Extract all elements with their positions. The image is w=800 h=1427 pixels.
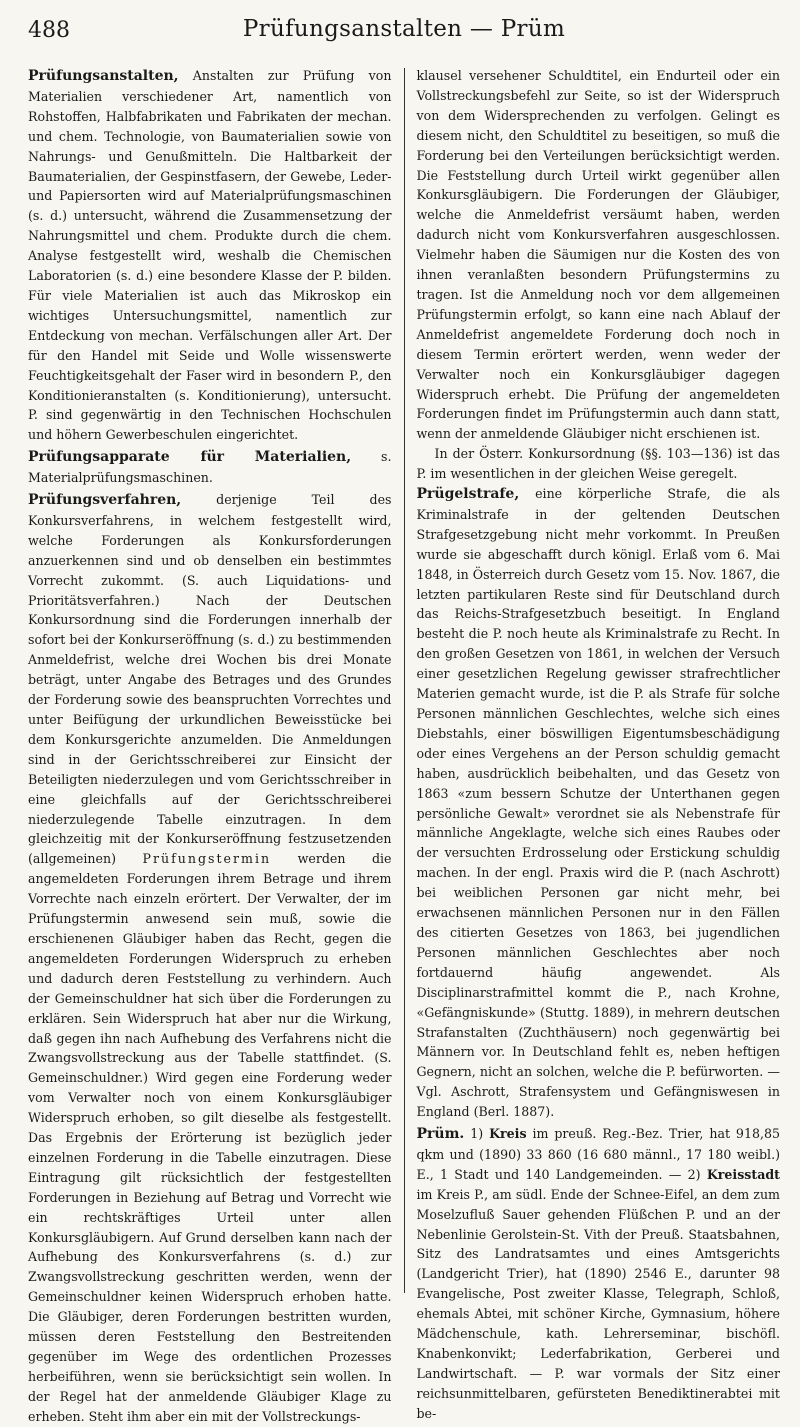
entry-paragraph-austria: In der Österr. Konkursordnung (§§. 103—136) ist das P. im wesentlichen in der gleichen Weise geregelt.	[417, 444, 781, 484]
keyword: Kreis	[489, 1126, 526, 1141]
text-columns	[28, 66, 780, 1295]
entry-pruegelstrafe	[417, 484, 781, 1122]
lemma: Prüm.	[417, 1126, 465, 1142]
entry-text: eine körperliche Strafe, die als Kriminalstrafe in der geltenden Deutschen Strafgesetzgebung nicht mehr vorkommt. In Preußen wurde sie abgeschafft durch königl. Erlaß vom 6. Mai 1848, in Österreich durch Gesetz vom 15. Nov. 1867, die letzten partikularen Reste sind für Deutschland durch das Reichs-Strafgesetzbuch beseitigt. In England besteht die P. noch heute als Kriminalstrafe zu Recht. In den großen Gesetzen von 1861, in welchen der Versuch einer gesetzlichen Regelung gewisser strafrechtlicher Materien gemacht wurde, ist die P. als Strafe für solche Personen männlichen Geschlechtes, welche sich eines Diebstahls, einer böswilligen Eigentumsbeschädigung oder eines Vergehens an der Person schuldig gemacht haben, ausdrücklich beibehalten, und das Gesetz von 1863 «zum bessern Schutze der Unterthanen gegen persönliche Gewalt» verordnet sie als Nebenstrafe für männliche Angeklagte, welche sich eines Raubes oder der versuchten Erdrosselung oder Erstickung schuldig machen. In der engl. Praxis wird die P. (nach Aschrott) bei weiblichen Personen gar nicht mehr, bei erwachsenen männlichen Personen nur in den Fällen des citierten Gesetzes von 1863, bei jugendlichen Personen männlichen Geschlechtes aber noch fortdauernd häufig angewendet. Als Disciplinarstrafmittel kommt die P., nach Krohne, «Gefängniskunde» (Stuttg. 1889), in mehrern deutschen Strafanstalten (Zuchthäusern) noch gegenwärtig bei Männern vor. In Deutschland fehlt es, neben heftigen Gegnern, nicht an solchen, welche die P. befürworten. — Vgl. Aschrott, Strafensystem und Gefängniswesen in England (Berl. 1887).	[417, 486, 781, 1119]
lemma: Prüfungsanstalten,	[28, 68, 179, 84]
lemma: Prügelstrafe,	[417, 486, 520, 502]
entry-pruefungsanstalten	[28, 66, 392, 445]
running-title: Prüfungsanstalten — Prüm	[28, 16, 780, 42]
entry-pruefungsverfahren	[28, 490, 392, 1427]
entry-text: s. Materialprüfungsmaschinen.	[28, 449, 391, 485]
entry-text: werden die angemeldeten Forderungen ihrem Betrage und ihrem Vorrechte nach einzeln erörtert. Der Verwalter, der im Prüfungstermin anwesend sein muß, sowie die erschienenen Gläubiger haben das Recht, gegen die angemeldeten Forderungen Widerspruch zu erheben und dadurch deren Feststellung zu verhindern. Auch der Gemeinschuldner hat sich über die Forderungen zu erklären. Sein Widerspruch hat aber nur die Wirkung, daß gegen ihn nach Aufhebung des Verfahrens nicht die Zwangsvollstreckung aus der Tabelle stattfindet. (S. Gemeinschuldner.) Wird gegen eine Forderung weder vom Verwalter noch von einem Konkursgläubiger Widerspruch erhoben, so gilt dieselbe als festgestellt. Das Ergebnis der Erörterung ist bezüglich jeder einzelnen Forderung in die Tabelle einzutragen. Diese Eintragung gilt rücksichtlich der festgestellten Forderungen in Beziehung auf Betrag und Vorrecht wie ein rechtskräftiges Urteil unter allen Konkursgläubigern. Auf Grund derselben kann nach der Aufhebung des Konkursverfahrens (s. d.) zur Zwangsvollstreckung geschritten werden, wenn der Gemeinschuldner keinen Widerspruch erhoben hatte. Die Gläubiger, deren Forderungen bestritten wurden, müssen deren Feststellung den Bestreitenden gegenüber im Wege des ordentlichen Prozesses herbeiführen, wenn sie berücksichtigt sein wollen. In der Regel hat der anmeldende Gläubiger Klage zu erheben. Steht ihm aber ein mit der Vollstreckungs-	[28, 851, 392, 1423]
page-number: 488	[28, 18, 70, 43]
right-column	[405, 66, 781, 1295]
page-header	[28, 0, 780, 62]
lemma: Prüfungsverfahren,	[28, 492, 181, 508]
lemma: Prüfungsapparate für Materialien,	[28, 449, 351, 465]
left-column	[28, 66, 404, 1295]
entry-text: 1)	[464, 1126, 489, 1141]
entry-text: derjenige Teil des Konkursverfahrens, in welchem festgestellt wird, welche Forderungen als Konkursforderungen anzuerkennen sind und ob denselben ein bestimmtes Vorrecht zukommt. (S. auch Liquidations- und Prioritätsverfahren.) Nach der Deutschen Konkursordnung sind die Forderungen innerhalb der sofort bei der Konkurseröffnung (s. d.) zu bestimmenden Anmeldefrist, welche drei Wochen bis drei Monate beträgt, unter Angabe des Betrages und des Grundes der Forderung sowie des beanspruchten Vorrechtes und unter Beifügung der urkundlichen Beweisstücke bei dem Konkursgerichte anzumelden. Die Anmeldungen sind in der Gerichtsschreiberei zur Einsicht der Beteiligten niederzulegen und vom Gerichtsschreiber in eine gleichfalls auf der Gerichtsschreiberei niederzulegende Tabelle einzutragen. In dem gleichzeitig mit der Konkurseröffnung festzusetzenden (allgemeinen)	[28, 492, 392, 866]
entry-pruefungsapparate	[28, 447, 392, 488]
entry-text: Anstalten zur Prüfung von Materialien verschiedener Art, namentlich von Rohstoffen, Halbfabrikaten und Fabrikaten der mechan. und chem. Technologie, von Baumaterialien sowie von Nahrungs- und Genußmitteln. Die Haltbarkeit der Baumaterialien, der Gespinstfasern, der Gewebe, Leder- und Papiersorten wird auf Materialprüfungsmaschinen (s. d.) untersucht, während die Zusammensetzung der Nahrungsmittel und chem. Produkte durch die chem. Analyse festgestellt wird, weshalb die Chemischen Laboratorien (s. d.) eine besondere Klasse der P. bilden. Für viele Materialien ist auch das Mikroskop ein wichtiges Untersuchungsmittel, namentlich zur Entdeckung von mechan. Verfälschungen aller Art. Der für den Handel mit Seide und Wolle wissenswerte Feuchtigkeitsgehalt der Faser wird in besondern P., den Konditionieranstalten (s. Konditionierung), untersucht. P. sind gegenwärtig in den Technischen Hochschulen und höhern Gewerbeschulen eingerichtet.	[28, 68, 392, 442]
spaced-term: Prüfungstermin	[142, 851, 271, 866]
entry-text: im preuß. Reg.-Bez. Trier, hat 918,85 qkm und (1890) 33 860 (16 680 männl., 17 180 weibl.) E., 1 Stadt und 140 Landgemeinden. — 2)	[417, 1126, 781, 1182]
entry-continuation: klausel versehener Schuldtitel, ein Endurteil oder ein Vollstreckungsbefehl zur Seite, so ist der Widerspruch von dem Widersprechenden zu verfolgen. Gelingt es diesem nicht, den Schuldtitel zu beseitigen, so muß die Forderung bei den Verteilungen berücksichtigt werden. Die Feststellung durch Urteil wirkt gegenüber allen Konkursgläubigern. Die Forderungen der Gläubiger, welche die Anmeldefrist versäumt haben, werden dadurch nicht vom Konkursverfahren ausgeschlossen. Vielmehr haben die Säumigen nur die Kosten des von ihnen veranlaßten besondern Prüfungstermins zu tragen. Ist die Anmeldung noch vor dem allgemeinen Prüfungstermin erfolgt, so kann eine nach Ablauf der Anmeldefrist angemeldete Forderung doch noch in diesem Termin erörtert werden, wenn weder der Verwalter noch ein Konkursgläubiger dagegen Widerspruch erhebt. Die Prüfung der angemeldeten Forderungen findet im Prüfungstermin auch dann statt, wenn der anmeldende Gläubiger nicht erschienen ist.	[417, 66, 781, 444]
keyword: Kreisstadt	[707, 1167, 780, 1182]
entry-text: im Kreis P., am südl. Ende der Schnee-Eifel, an dem zum Moselzufluß Sauer gehenden Flüßchen P. und an der Nebenlinie Gerolstein-St. Vith der Preuß. Staatsbahnen, Sitz des Landratsamtes und eines Amtsgerichts (Landgericht Trier), hat (1890) 2546 E., darunter 98 Evangelische, Post zweiter Klasse, Telegraph, Schloß, ehemals Abtei, mit schöner Kirche, Gymnasium, höhere Mädchenschule, kath. Lehrerseminar, bischöfl. Knabenkonvikt; Lederfabrikation, Gerberei und Landwirtschaft. — P. war vormals der Sitz einer reichsunmittelbaren, gefürsteten Benediktinerabtei mit be-	[417, 1187, 781, 1421]
entry-pruem	[417, 1124, 781, 1424]
